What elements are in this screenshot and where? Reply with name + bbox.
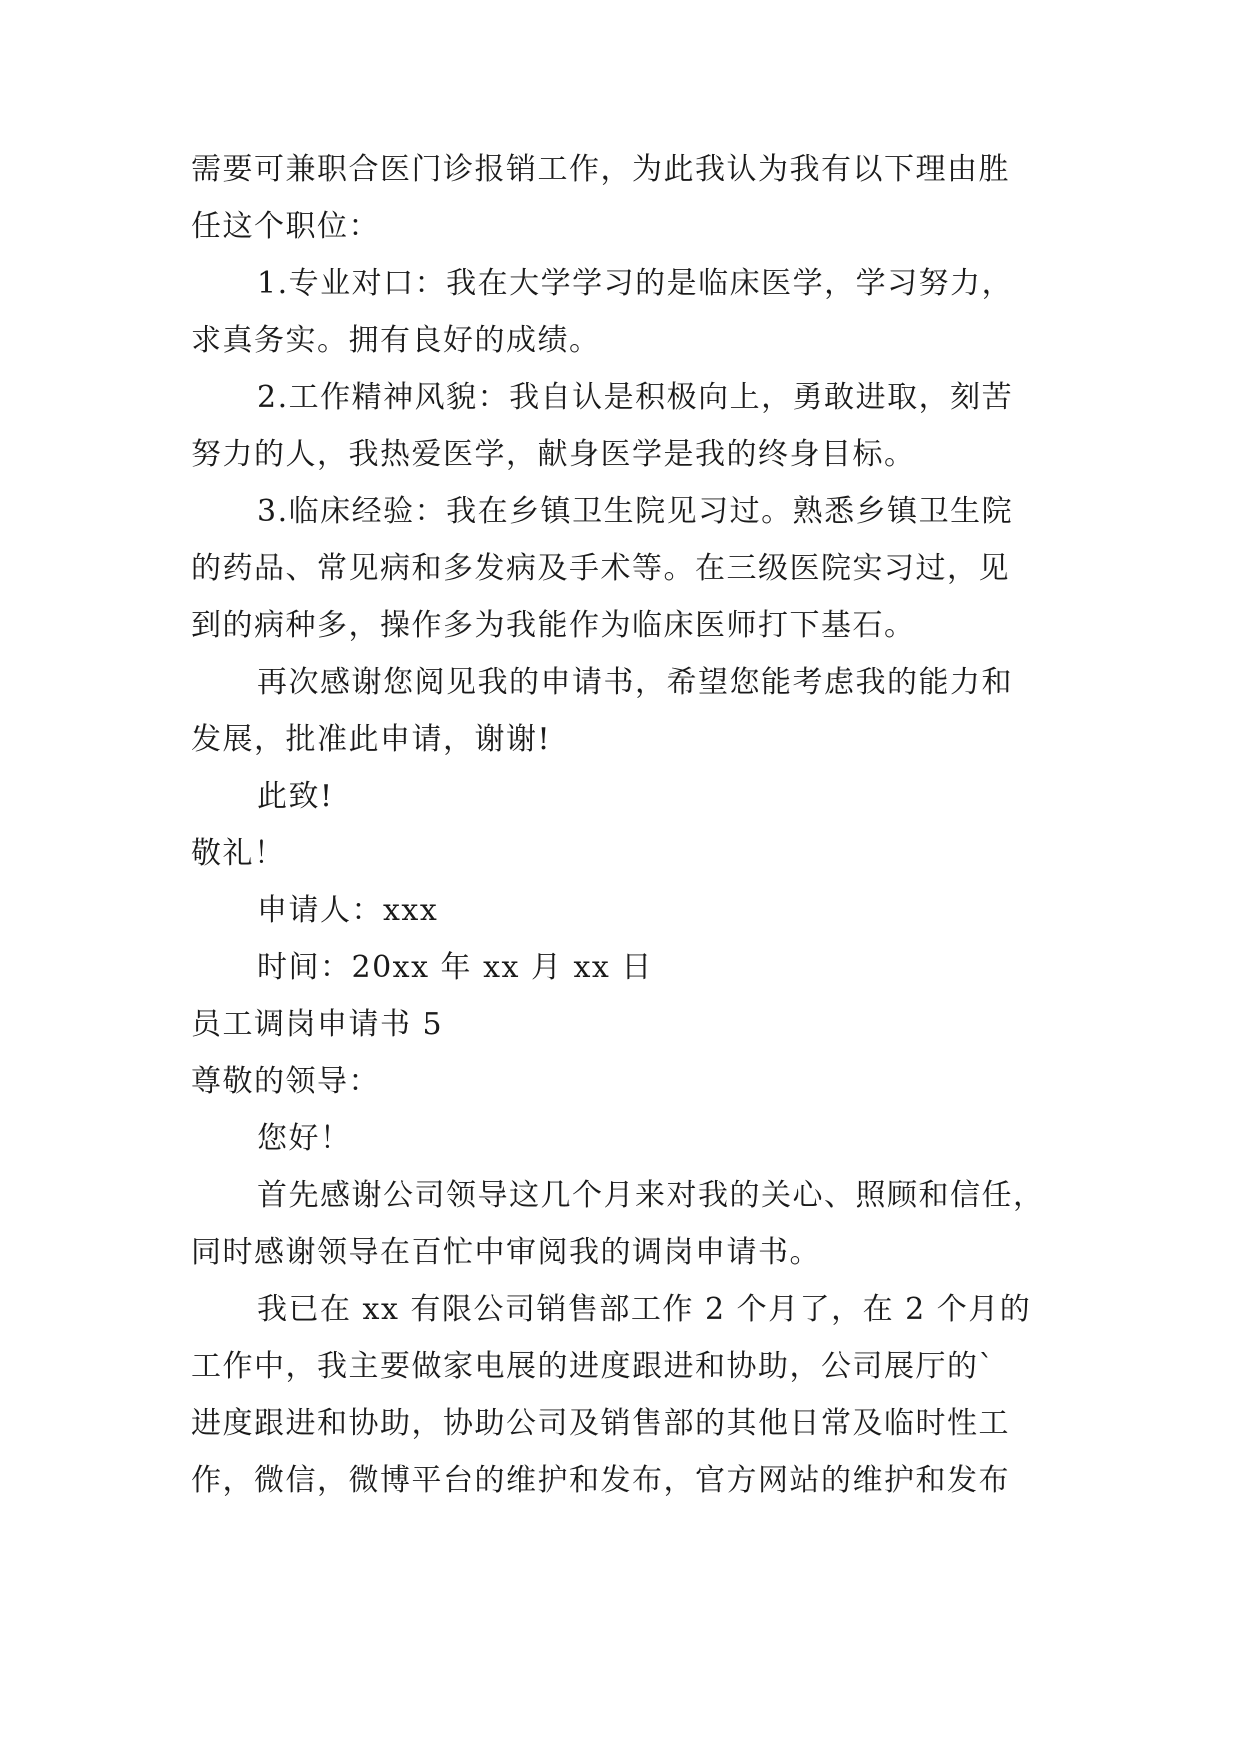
date-line: 时间：20xx 年 xx 月 xx 日 (257, 950, 653, 985)
list-item-2-line: 2.工作精神风貌：我自认是积极向上，勇敢进取，刻苦 (257, 380, 1014, 415)
body-text-line: 同时感谢领导在百忙中审阅我的调岗申请书。 (191, 1235, 821, 1270)
body-text-line: 首先感谢公司领导这几个月来对我的关心、照顾和信任， (257, 1178, 1045, 1213)
closing-regards: 敬礼！ (191, 836, 286, 871)
closing-salutation: 此致! (257, 779, 334, 814)
section-heading: 员工调岗申请书 5 (191, 1007, 444, 1042)
body-text-line: 我已在 xx 有限公司销售部工作 2 个月了，在 2 个月的 (257, 1292, 1032, 1327)
body-text-line: 的药品、常见病和多发病及手术等。在三级医院实习过，见 (191, 551, 1010, 586)
body-text-line: 进度跟进和协助，协助公司及销售部的其他日常及临时性工 (191, 1406, 1010, 1441)
list-item-1-line: 1.专业对口：我在大学学习的是临床医学，学习努力， (257, 266, 1014, 301)
applicant-line: 申请人：xxx (257, 893, 439, 928)
body-text-line: 工作中，我主要做家电展的进度跟进和协助，公司展厅的` (191, 1349, 995, 1384)
body-text-line: 发展，批准此申请，谢谢! (191, 722, 552, 757)
body-text-line: 需要可兼职合医门诊报销工作，为此我认为我有以下理由胜 (191, 152, 1010, 187)
body-text-line: 作，微信，微博平台的维护和发布，官方网站的维护和发布 (191, 1463, 1010, 1498)
list-item-3-line: 3.临床经验：我在乡镇卫生院见习过。熟悉乡镇卫生院 (257, 494, 1014, 529)
body-text-line: 到的病种多，操作多为我能作为临床医师打下基石。 (191, 608, 916, 643)
body-text-line: 任这个职位： (191, 209, 380, 244)
greeting-line: 您好！ (257, 1121, 352, 1156)
greeting-line: 尊敬的领导： (191, 1064, 380, 1099)
body-text-line: 努力的人，我热爱医学，献身医学是我的终身目标。 (191, 437, 916, 472)
body-text-line: 求真务实。拥有良好的成绩。 (191, 323, 601, 358)
body-text-line: 再次感谢您阅见我的申请书，希望您能考虑我的能力和 (257, 665, 1013, 700)
